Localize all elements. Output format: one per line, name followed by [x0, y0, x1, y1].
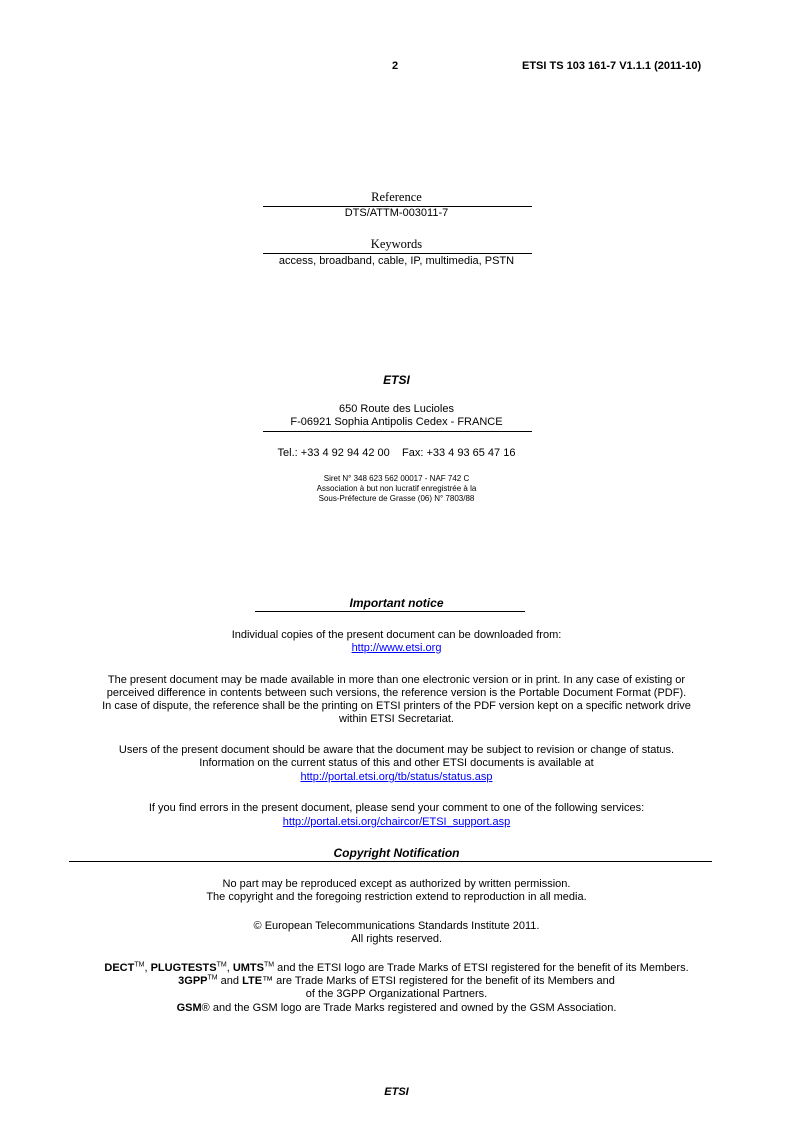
tm-symbol: ™	[262, 975, 274, 987]
umts-mark: UMTS	[232, 962, 264, 974]
notice-para1-l3: In case of dispute, the reference shall be the printing on ETSI printers of the PDF version kept on a specific network drive	[102, 700, 691, 712]
address-phone: Tel.: +33 4 92 94 42 00 Fax: +33 4 93 65 47 16	[277, 447, 516, 459]
tm-super-2: TM	[216, 961, 227, 969]
trademark-line1-rest: and the ETSI logo are Trade Marks of ETSI registered for the benefit of its Members.	[274, 962, 689, 974]
copyright-l2: The copyright and the foregoing restriction extend to reproduction in all media.	[206, 891, 587, 903]
document-id: ETSI TS 103 161-7 V1.1.1 (2011-10)	[522, 60, 702, 72]
tm-super-3: TM	[263, 961, 275, 969]
etsi-website-link[interactable]: http://www.etsi.org	[351, 642, 442, 654]
trademark-line2-rest: are Trade Marks of ETSI registered for the benefit of its Members and	[273, 975, 615, 987]
copyright-rule	[69, 861, 712, 862]
trademark-line1	[0, 962, 793, 975]
siret-line3: Sous-Préfecture de Grasse (06) N° 7803/88	[318, 494, 475, 503]
copyright-l1: No part may be reproduced except as authorized by written permission.	[222, 878, 571, 890]
notice-para1-l1: The present document may be made available in more than one electronic version or in print. In any case of existing or	[107, 674, 686, 686]
address-rule	[263, 431, 532, 432]
footer-org: ETSI	[384, 1086, 409, 1098]
address-org: ETSI	[383, 373, 410, 387]
keywords-label: Keywords	[370, 237, 423, 251]
notice-title: Important notice	[349, 596, 444, 610]
copyright-title: Copyright Notification	[333, 846, 460, 860]
trademark-line4-rest: ® and the GSM logo are Trade Marks registered and owned by the GSM Association.	[201, 1002, 617, 1014]
notice-rule	[255, 611, 525, 612]
notice-para2-l1: Users of the present document should be aware that the document may be subject to revision or change of status.	[118, 744, 675, 756]
notice-para2-l2: Information on the current status of this and other ETSI documents is available at	[199, 757, 594, 769]
siret-line2: Association à but non lucratif enregistrée à la	[316, 484, 477, 493]
keywords-value: access, broadband, cable, IP, multimedia, PSTN	[278, 255, 515, 267]
3gpp-mark: 3GPP	[178, 975, 208, 987]
notice-para1-l4: within ETSI Secretariat.	[339, 713, 454, 725]
keywords-rule	[263, 253, 532, 254]
copyright-l3: © European Telecommunications Standards Institute 2011.	[253, 920, 540, 932]
reference-label: Reference	[371, 190, 422, 204]
tm-sep-2: ,	[226, 962, 233, 974]
lte-mark: LTE	[242, 975, 263, 987]
plugtests-mark: PLUGTESTS	[150, 962, 217, 974]
siret-line1: Siret N° 348 623 562 00017 - NAF 742 C	[323, 474, 470, 483]
address-line2: F-06921 Sophia Antipolis Cedex - FRANCE	[290, 416, 503, 428]
status-link[interactable]: http://portal.etsi.org/tb/status/status.asp	[300, 771, 493, 783]
copyright-l4: All rights reserved.	[350, 933, 443, 945]
tm-super-1: TM	[134, 961, 145, 969]
trademark-line3: of the 3GPP Organizational Partners.	[305, 988, 488, 1000]
notice-para3-l1: If you find errors in the present document, please send your comment to one of the following services:	[148, 802, 645, 814]
trademark-line2	[0, 975, 793, 988]
tm-sep-1: ,	[144, 962, 151, 974]
notice-para1-l2: perceived difference in contents between such versions, the reference version is the Portable Document Format (PDF).	[106, 687, 687, 699]
gsm-mark: GSM	[176, 1002, 202, 1014]
tm-and: and	[217, 975, 243, 987]
page-number: 2	[392, 60, 399, 72]
address-line1: 650 Route des Lucioles	[339, 403, 454, 415]
reference-value: DTS/ATTM-003011-7	[344, 207, 449, 219]
dect-mark: DECT	[104, 962, 135, 974]
tm-super-4: TM	[207, 974, 218, 982]
notice-download-text: Individual copies of the present document can be downloaded from:	[231, 629, 562, 641]
trademark-line4	[0, 1002, 793, 1015]
support-link[interactable]: http://portal.etsi.org/chaircor/ETSI_support.asp	[282, 816, 511, 828]
